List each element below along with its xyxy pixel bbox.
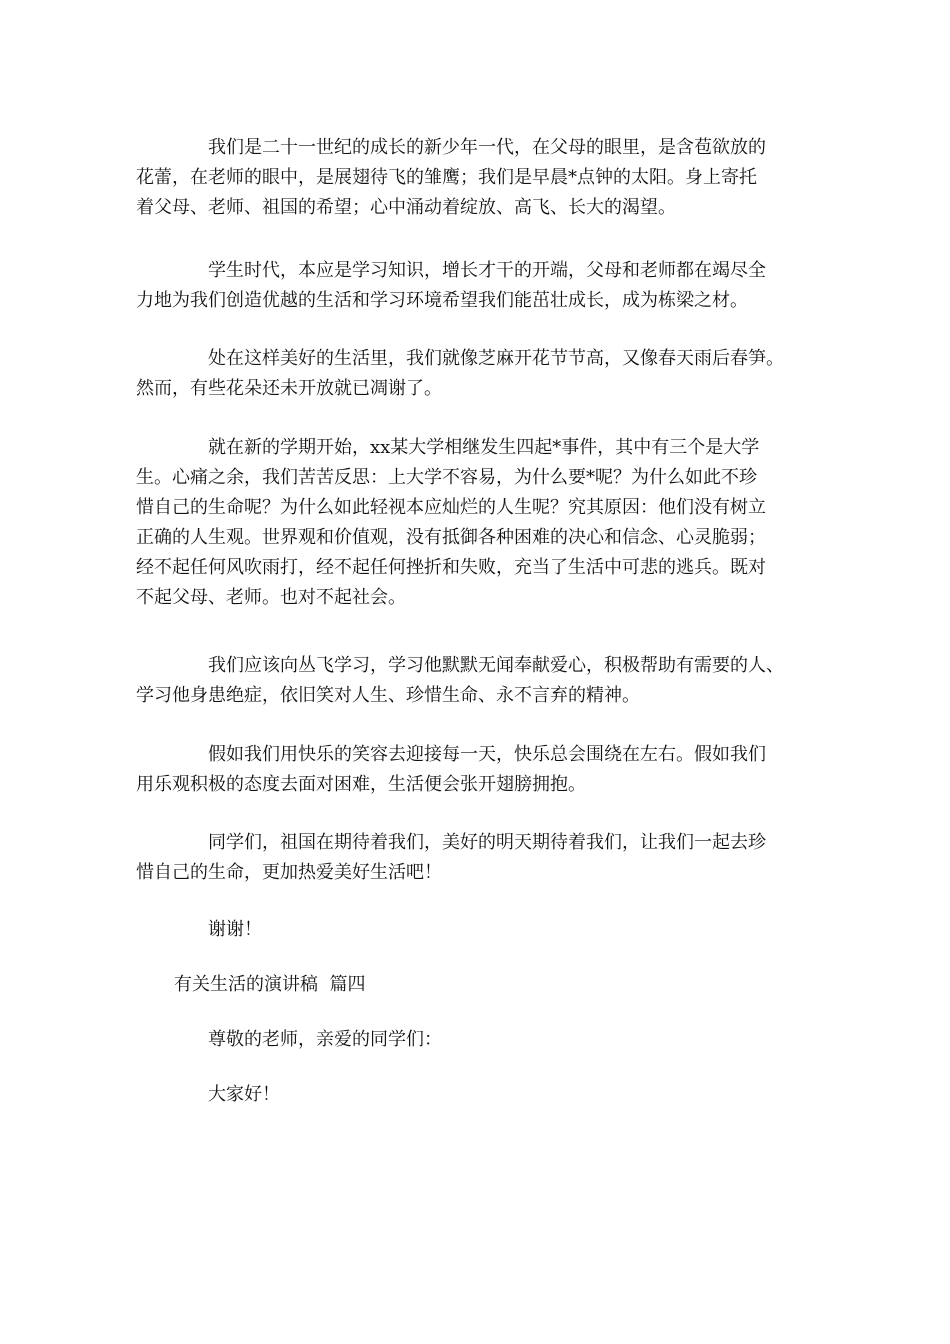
salutation: 尊敬的老师，亲爱的同学们： [136, 1029, 442, 1050]
paragraph-7: 同学们，祖国在期待着我们，美好的明天期待着我们，让我们一起去珍 惜自己的生命，更加热爱美好生活吧！ [136, 832, 766, 883]
paragraph-5: 我们应该向丛飞学习，学习他默默无闻奉献爱心，积极帮助有需要的人、 学习他身患绝症，依旧笑对人生、珍惜生命、永不言弃的精神。 [136, 655, 784, 706]
paragraph-6: 假如我们用快乐的笑容去迎接每一天，快乐总会围绕在左右。假如我们 用乐观积极的态度去面对困难，生活便会张开翅膀拥抱。 [136, 744, 766, 795]
paragraph-3: 处在这样美好的生活里，我们就像芝麻开花节节高，又像春天雨后春笋。 然而，有些花朵还未开放就已凋谢了。 [136, 348, 784, 399]
paragraph-1: 我们是二十一世纪的成长的新少年一代，在父母的眼里，是含苞欲放的 花蕾，在老师的眼中，是展翅待飞的雏鹰；我们是早晨*点钟的太阳。身上寄托 着父母、老师、祖国的希望；心中涌动着绽放、高飞、长大的渴望。 [136, 137, 766, 218]
greeting: 大家好！ [136, 1084, 280, 1105]
section-heading: 有关生活的演讲稿 篇四 [174, 974, 366, 995]
paragraph-2: 学生时代，本应是学习知识，增长才干的开端，父母和老师都在竭尽全 力地为我们创造优越的生活和学习环境希望我们能茁壮成长，成为栋梁之材。 [136, 260, 766, 311]
paragraph-4: 就在新的学期开始，xx某大学相继发生四起*事件，其中有三个是大学 生。心痛之余，我们苦苦反思：上大学不容易，为什么要*呢？为什么如此不珍 惜自己的生命呢？为什么如此轻视本应灿烂的人生呢？究其原因：他们没有树立 正确的人生观。世界观和价值观，没有抵御各种困难的决心和信念、心灵脆弱； 经不起任何风吹雨打，经不起任何挫折和失败，充当了生活中可悲的逃兵。既对 不起父母、老师。也对不起社会。 [136, 437, 766, 608]
thanks-line: 谢谢！ [136, 919, 262, 940]
